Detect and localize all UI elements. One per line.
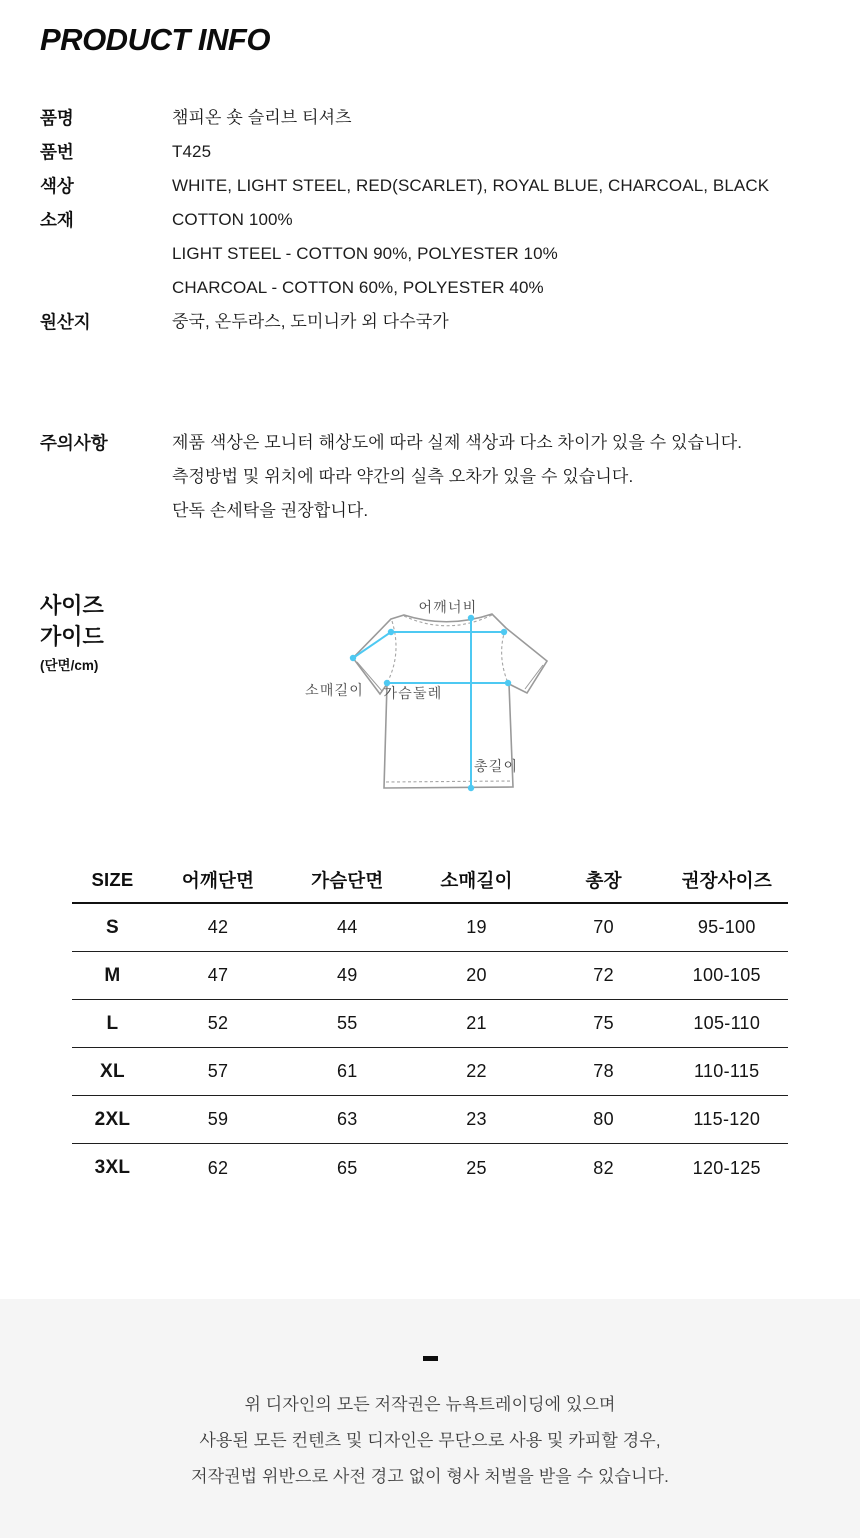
cell-shoulder: 62 — [207, 1157, 229, 1178]
cell-chest: 55 — [336, 1013, 358, 1033]
size-table-row — [72, 952, 788, 1000]
caution-line: 제품 색상은 모니터 해상도에 따라 실제 색상과 다소 차이가 있을 수 있습니다. — [172, 433, 743, 452]
cell-recommended-size: 95-100 — [697, 917, 756, 937]
info-value-line: T425 — [172, 142, 212, 161]
size-guide-heading-line1: 사이즈 — [40, 593, 104, 618]
footer-text — [0, 1387, 860, 1495]
caution-line: 측정방법 및 위치에 따라 약간의 실측 오차가 있을 수 있습니다. — [172, 467, 634, 486]
cell-shoulder: 47 — [207, 965, 229, 985]
shoulder-width-label: 어깨너비 — [418, 599, 478, 615]
size-table-header: 어깨단면 — [181, 870, 255, 891]
cell-chest: 61 — [336, 1061, 358, 1081]
size-table-row — [72, 904, 788, 952]
total-length-label: 총길이 — [474, 758, 519, 774]
cell-total-length: 82 — [593, 1157, 614, 1178]
size-table-header-row — [72, 858, 788, 904]
info-value-line: LIGHT STEEL - COTTON 90%, POLYESTER 10% — [172, 244, 558, 263]
footer-text-line: 사용된 모든 컨텐츠 및 디자인은 무단으로 사용 및 카피할 경우, — [199, 1431, 661, 1450]
info-value-line: COTTON 100% — [172, 210, 293, 229]
footer-dash-divider — [423, 1356, 438, 1361]
caution-section — [40, 426, 830, 528]
info-row — [40, 203, 830, 305]
footer-text-line: 저작권법 위반으로 사전 경고 없이 형사 처벌을 받을 수 있습니다. — [191, 1467, 669, 1486]
cell-size: 3XL — [94, 1157, 131, 1178]
cell-recommended-size: 115-120 — [693, 1109, 761, 1129]
page-title: PRODUCT INFO — [40, 22, 270, 57]
info-row-label: 원산지 — [40, 312, 91, 332]
cell-chest: 65 — [336, 1157, 358, 1178]
cell-recommended-size: 105-110 — [693, 1013, 761, 1033]
cell-total-length: 80 — [593, 1109, 614, 1129]
chest-width-label: 가슴둘레 — [383, 685, 443, 701]
cell-sleeve: 20 — [466, 965, 487, 985]
cell-chest: 63 — [336, 1109, 358, 1129]
cell-size: 2XL — [94, 1108, 131, 1130]
cell-sleeve: 23 — [466, 1109, 487, 1129]
cell-total-length: 75 — [593, 1013, 614, 1033]
cell-sleeve: 21 — [466, 1013, 487, 1033]
cell-shoulder: 52 — [207, 1013, 229, 1033]
info-row-label: 소재 — [40, 210, 74, 230]
info-row — [40, 305, 830, 339]
size-table-header: 권장사이즈 — [681, 870, 772, 891]
cell-chest: 44 — [336, 917, 358, 937]
size-table-header: SIZE — [91, 869, 134, 890]
info-row — [40, 135, 830, 169]
size-table-header: 총장 — [585, 870, 622, 891]
cell-recommended-size: 120-125 — [692, 1157, 761, 1178]
info-row-values — [172, 135, 830, 169]
cell-total-length: 70 — [593, 917, 614, 937]
cell-chest: 49 — [336, 965, 358, 985]
caution-lines — [172, 426, 830, 528]
info-row-label: 색상 — [40, 176, 74, 196]
sleeve-length-line — [353, 632, 391, 658]
cell-shoulder: 59 — [207, 1109, 229, 1129]
cell-recommended-size: 100-105 — [692, 965, 761, 985]
cell-size: S — [105, 916, 119, 938]
tshirt-measurement-diagram — [300, 592, 570, 807]
size-table-row — [72, 1096, 788, 1144]
sleeve-length-label: 소매길이 — [305, 682, 364, 698]
size-table-row — [72, 1000, 788, 1048]
info-value-line: WHITE, LIGHT STEEL, RED(SCARLET), ROYAL BLUE, CHARCOAL, BLACK — [172, 176, 770, 195]
info-row — [40, 169, 830, 203]
size-table-row — [72, 1144, 788, 1192]
size-guide-heading-line2: 가이드 — [40, 624, 104, 649]
cell-sleeve: 22 — [466, 1061, 487, 1081]
info-row — [40, 101, 830, 135]
info-value-line: 중국, 온두라스, 도미니카 외 다수국가 — [172, 312, 449, 331]
caution-label: 주의사항 — [40, 433, 108, 453]
cell-shoulder: 57 — [207, 1061, 229, 1081]
info-row-values — [172, 101, 830, 135]
cell-sleeve: 19 — [466, 917, 487, 937]
info-row-values — [172, 169, 830, 203]
size-table-header: 소매길이 — [440, 870, 513, 891]
size-table — [72, 858, 788, 1192]
info-row-values — [172, 203, 830, 305]
size-table-header: 가슴단면 — [311, 870, 384, 891]
cell-total-length: 72 — [593, 965, 614, 985]
size-table-body — [72, 904, 788, 1192]
cell-total-length: 78 — [593, 1061, 614, 1081]
cell-shoulder: 42 — [207, 917, 229, 937]
footer-text-line: 위 디자인의 모든 저작권은 뉴욕트레이딩에 있으며 — [244, 1395, 616, 1414]
size-table-row — [72, 1048, 788, 1096]
cell-recommended-size: 110-115 — [694, 1061, 760, 1081]
caution-line: 단독 손세탁을 권장합니다. — [172, 501, 369, 520]
info-row-label: 품명 — [40, 108, 74, 128]
info-row-values — [172, 305, 830, 339]
product-info-list — [40, 101, 830, 339]
info-value-line: CHARCOAL - COTTON 60%, POLYESTER 40% — [172, 278, 544, 297]
cell-size: M — [104, 964, 121, 986]
info-value-line: 챔피온 숏 슬리브 티셔츠 — [172, 108, 352, 127]
info-row-label: 품번 — [40, 142, 74, 162]
cell-size: L — [106, 1012, 119, 1034]
cell-sleeve: 25 — [466, 1157, 487, 1178]
cell-size: XL — [100, 1060, 125, 1082]
size-guide-unit-note: (단면/cm) — [40, 658, 99, 673]
size-guide-heading — [40, 590, 104, 674]
copyright-footer — [0, 1299, 860, 1538]
